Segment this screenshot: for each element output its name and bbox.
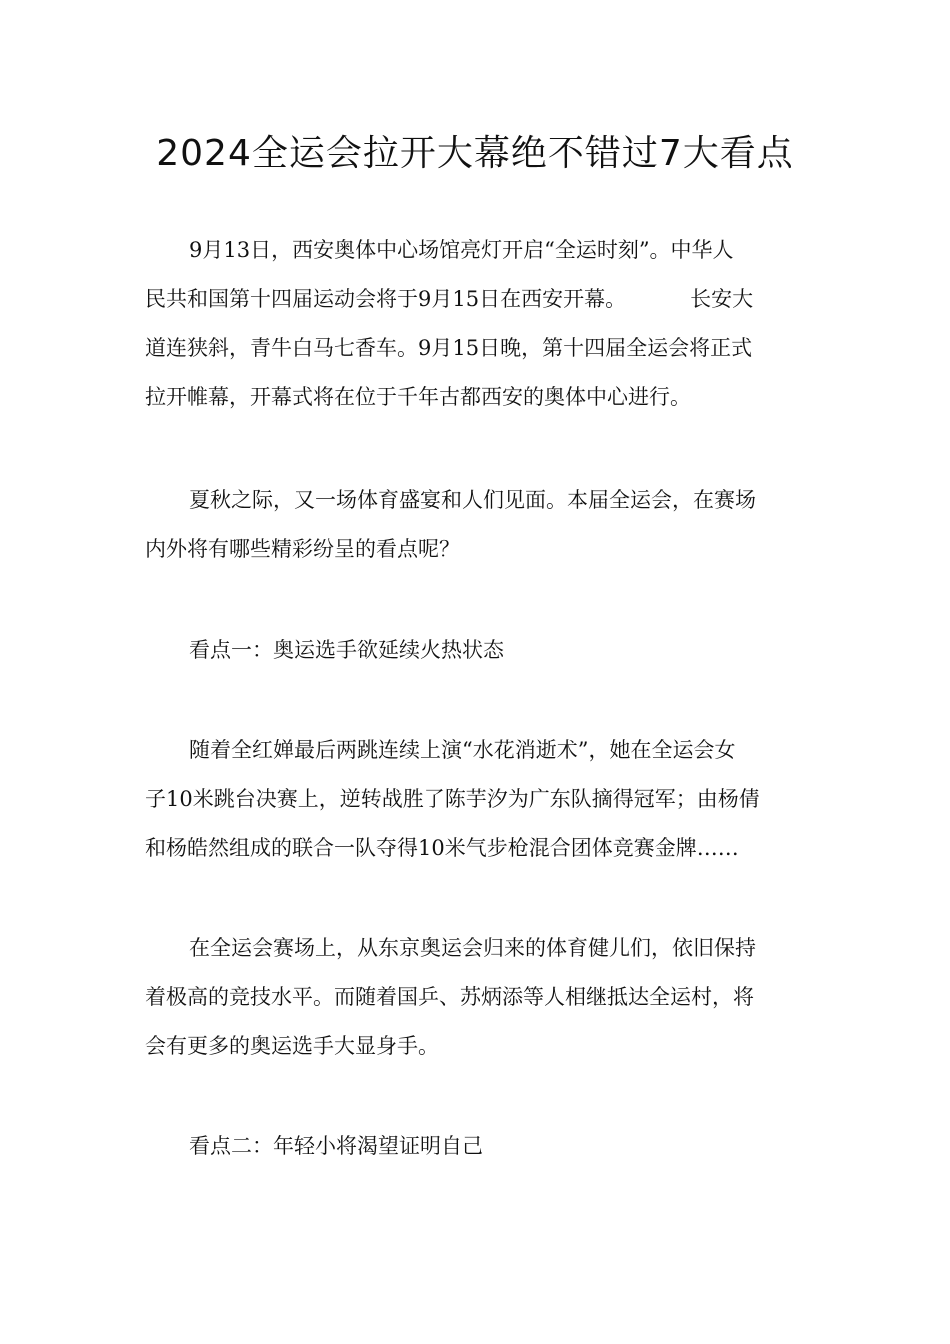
paragraph-line: 随着全红婵最后两跳连续上演“水花消逝术”，她在全运会女 (189, 738, 736, 762)
paragraph-line: 9月13日，西安奥体中心场馆亮灯开启“全运时刻”。中华人 (189, 238, 734, 262)
paragraph-line (145, 275, 807, 324)
section-heading-2 (145, 1122, 807, 1171)
paragraph-line: 子10米跳台决赛上，逆转战胜了陈芋汐为广东队摘得冠军；由杨倩 (145, 787, 760, 811)
paragraph-opening (145, 226, 807, 422)
paragraph-athletes (145, 924, 807, 1071)
paragraph-line: 道连狭斜，青牛白马七香车。9月15日晚，第十四届全运会将正式 (145, 336, 753, 360)
paragraph-intro (145, 476, 807, 574)
paragraph-line-segment: 长安大 (690, 287, 754, 311)
heading-line: 看点一：奥运选手欲延续火热状态 (189, 638, 504, 662)
paragraph-line: 着极高的竞技水平。而随着国乒、苏炳添等人相继抵达全运村，将 (145, 985, 754, 1009)
paragraph-line: 和杨皓然组成的联合一队夺得10米气步枪混合团体竞赛金牌…… (145, 836, 739, 860)
section-heading-1 (145, 626, 807, 675)
paragraph-olympians (145, 726, 807, 873)
paragraph-line: 在全运会赛场上，从东京奥运会归来的体育健儿们，依旧保持 (189, 936, 756, 960)
paragraph-line: 拉开帷幕，开幕式将在位于千年古都西安的奥体中心进行。 (145, 385, 691, 409)
paragraph-line: 内外将有哪些精彩纷呈的看点呢？ (145, 537, 460, 561)
heading-line: 看点二：年轻小将渴望证明自己 (189, 1134, 483, 1158)
document-title: 2024全运会拉开大幕绝不错过7大看点 (156, 133, 794, 174)
paragraph-line-segment: 民共和国第十四届运动会将于9月15日在西安开幕。 (145, 287, 627, 311)
paragraph-line: 会有更多的奥运选手大显身手。 (145, 1034, 439, 1058)
paragraph-line: 夏秋之际，又一场体育盛宴和人们见面。本届全运会，在赛场 (189, 488, 756, 512)
